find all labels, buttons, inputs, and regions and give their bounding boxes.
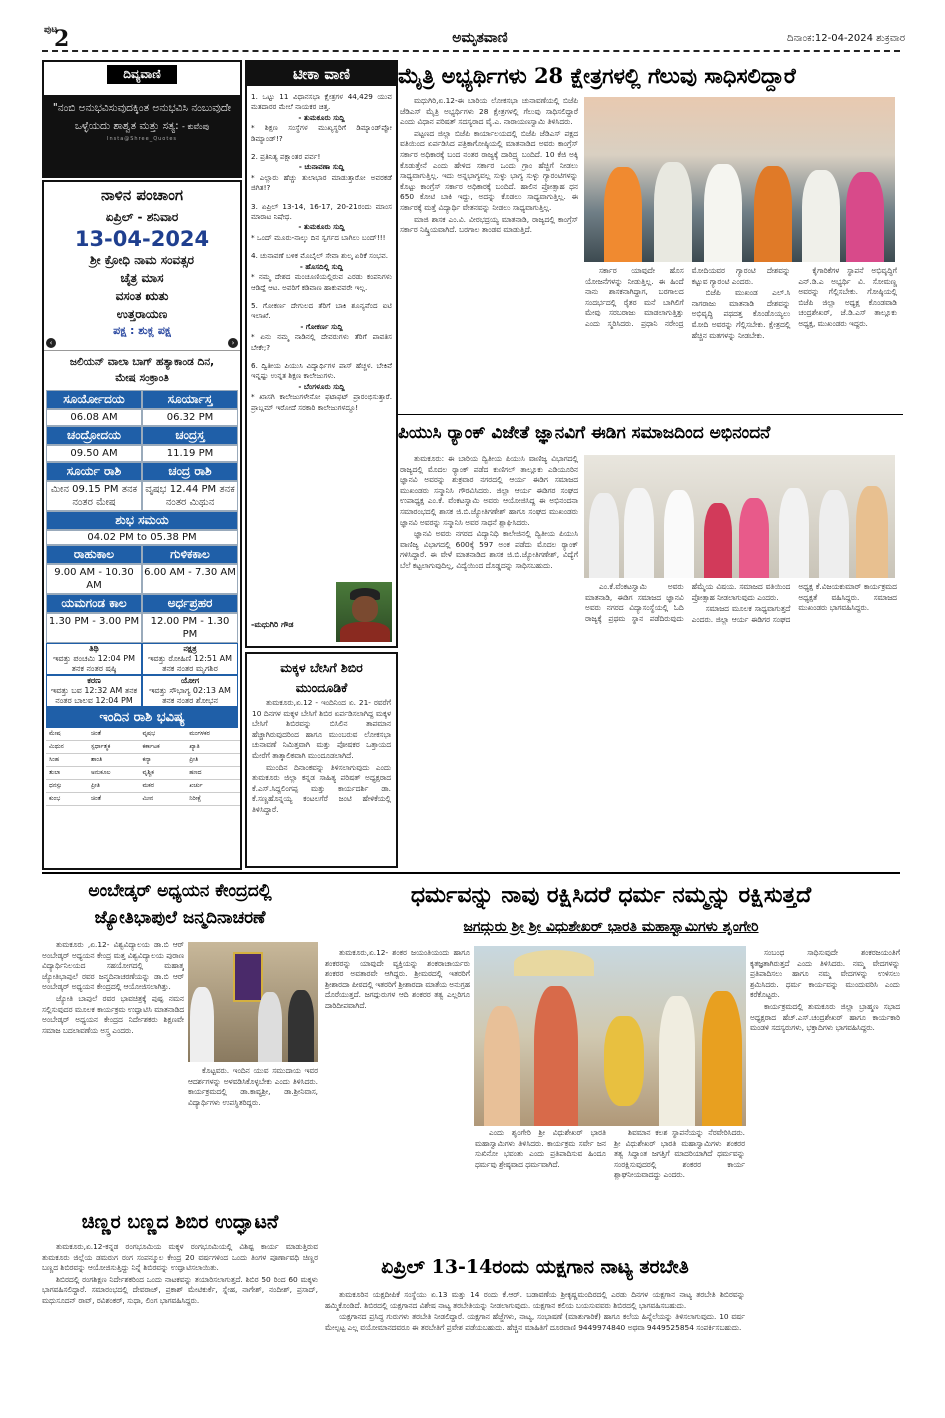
timings-grid [46, 390, 238, 643]
paksha: ಪಕ್ಷ : ಶುಕ್ಲ ಪಕ್ಷ [113, 324, 171, 337]
timing-value: 11.19 PM [142, 445, 238, 462]
rashi-table [46, 728, 240, 806]
special-day: ಜಲಿಯನ್ ವಾಲಾ ಬಾಗ್ ಹತ್ಯಾಕಾಂಡ ದಿನ, ಮೇಷ ಸಂಕ್ರಾಂತಿ [69, 356, 215, 384]
teeka-item: 1. ಒಟ್ಟು 11 ವಿಧಾನಸಭಾ ಕ್ಷೇತ್ರಗಳ 44,429 ಯುವ ಮತದಾರರ ಮೇಲೆ ನಾಯಕರ ಚಿತ್ತ. - ತುಮಕೂರು ಸುದ್ದಿ * ಶಿಕ್ಷಣ ಸಂಸ್ಥೆಗಳ ಮುಖ್ಯಸ್ಥರಿಗೆ ಡಿಮ್ಯಾಂಡ್‌ಪ್ಪೋ ಡಿಮ್ಯಾಂಡ್!? [251, 92, 392, 143]
article2-headline: ಪಿಯುಸಿ ರ್‍ಯಾಂಕ್ ವಿಜೇತೆ ಜ್ಞಾನವಿಗೆ ಈಡಿಗ ಸಮಾಜದಿಂದ ಅಭಿನಂದನೆ [398, 423, 771, 443]
divyavani-box [42, 60, 242, 178]
article5-right-column: ಸಂಬಂಧ ಸಾಧಿಸುವುದೇ ಶಂಕರಜಯಂತಿಗೆ ಕೃತಜ್ಞತಾಗಿರುತ್ತದೆ ಎಂದು ತಿಳಿಸಿದರು. ನಮ್ಮ ವೇದಗಳನ್ನು ಪ್ರತಿಪಾದಿಸಲು ಹಾಗೂ ನಮ್ಮ ವೇದಗಳನ್ನು ಉಳಿಸಲು ಶ್ರಮಿಸಿದರು. ಧರ್ಮ ಕಾರ್ಯವನ್ನು ಮುಂದುವರಿಸಿ ಎಂದು ಕರೆಕೊಟ್ಟರು. ಕಾರ್ಯಕ್ರಮದಲ್ಲಿ ತುಮಕೂರು ಜಿಲ್ಲಾ ಬ್ರಾಹ್ಮಣ ಸಭಾದ ಅಧ್ಯಕ್ಷರಾದ ಹೆಚ್.ಎಸ್.ಚಂದ್ರಶೇಖರ್ ಹಾಗೂ ಕಾರ್ಯಕಾರಿ ಮಂಡಳಿ ಸದಸ್ಯರುಗಳು, ಭಕ್ತಾದಿಗಳು ಭಾಗವಹಿಸಿದ್ದರು. [750, 948, 900, 1033]
article5-headline: ಧರ್ಮವನ್ನು ನಾವು ರಕ್ಷಿಸಿದರೆ ಧರ್ಮ ನಮ್ಮನ್ನು ರಕ್ಷಿಸುತ್ತದೆ [410, 882, 812, 908]
columnist-name: -ಮಧುಗಿರಿ ಗೌಡ [251, 620, 294, 629]
timing-value: 9.00 AM - 10.30 AM [46, 564, 142, 594]
rashi-cell: ಮೇಷ [46, 728, 88, 741]
panchanga-title: ನಾಳಿನ ಪಂಚಾಂಗ [101, 186, 183, 204]
rashi-cell: ಖ್ಯಾತಿ [186, 741, 240, 754]
timing-header-row [46, 390, 238, 409]
columnist-photo [336, 582, 392, 642]
article1-lead-column: ಮಧುಗಿರಿ,ಏ.12-ಈ ಬಾರಿಯ ಲೋಕಸಭಾ ಚುನಾವಣೆಯಲ್ಲಿ ಬಿಜೆಪಿ ಜೆಡಿಎಸ್ ಮೈತ್ರಿ ಅಭ್ಯರ್ಥಿಗಳು 28 ಕ್ಷೇತ್ರಗಳಲ್ಲಿ ಗೆಲುವು ಸಾಧಿಸಲಿದ್ದಾರೆ ಎಂದು ವಿಧಾನ ಪರಿಷತ್ ಸದಸ್ಯರಾದ ವೈ.ಎ. ನಾರಾಯಣಸ್ವಾಮಿ ತಿಳಿಸಿದರು. ಪಟ್ಟಣದ ಜಿಲ್ಲಾ ಬಿಜೆಪಿ ಕಾರ್ಯಾಲಯದಲ್ಲಿ ಬಿಜೆಪಿ ಜೆಡಿಎಸ್ ಪಕ್ಷದ ವತಿಯಿಂದ ಏರ್ಪಡಿಸಿದ ಪತ್ರಿಕಾಗೋಷ್ಠಿಯಲ್ಲಿ ಮಾತನಾಡಿದ ಅವರು ಕಾಂಗ್ರೆಸ್ ಸರ್ಕಾರ ಅಧಿಕಾರಕ್ಕೆ ಬಂದ ನಂತರ ರಾಜ್ಯಕ್ಕೆ ದಾರಿದ್ರ್ಯ ಬಂದಿದೆ. 10 ಕೆಜಿ ಅಕ್ಕಿ ಕೊಡುತ್ತೇನೆ ಎಂದು ಹೇಳಿದ ಸರ್ಕಾರ ಒಂದು ಗ್ರಾಂ ಹೆಚ್ಚಿಗೆ ನೀಡಲು ಸಾಧ್ಯವಾಗುತ್ತಿಲ್ಲ. ಇದು ಅನ್ನಭಾಗ್ಯವಲ್ಲ ಸುಳ್ಳು ಭಾಗ್ಯ ಸುಳ್ಳು ಗ್ಯಾರಂಟಿಗಳನ್ನು ಕೊಟ್ಟು ಕಾಂಗ್ರೆಸ್ ಸರ್ಕಾರ ಅಧಿಕಾರಕ್ಕೆ ಬಂದಿದೆ. ಹಾಲಿನ ಪ್ರೋತ್ಸಾಹ ಧನ 650 ಕೋಟಿ ಬಾಕಿ ಇದ್ದು, ಅದನ್ನು ಕೊಡಲು ಸಾಧ್ಯವಾಗುತ್ತಿಲ್ಲ. ಈ ಸರ್ಕಾರಕ್ಕೆ ಮತ್ತೆ ವಿದ್ಯಾರ್ಥಿ ವೇತನವನ್ನು ನೀಡಲು ಸಾಧ್ಯವಾಗುತ್ತಿಲ್ಲ. ಮಾಜಿ ಶಾಸಕ ಎಂ.ವಿ. ವೀರಭದ್ರಯ್ಯ ಮಾತನಾಡಿ, ರಾಜ್ಯದಲ್ಲಿ ಕಾಂಗ್ರೆಸ್ ಸರ್ಕಾರ ನಿಷ್ಕ್ರಿಯವಾಗಿದೆ. ಬರಗಾಲ ತಾಂಡವ ಮಾಡುತ್ತಿದೆ. [400, 96, 578, 235]
timing-value: 6.00 AM - 7.30 AM [142, 564, 238, 594]
rashi-cell: ಚಿಂತೆ [88, 793, 140, 806]
quote-panel [44, 95, 240, 176]
article4-body: ತುಮಕೂರು,ಏ.12-ಕನ್ನಡ ರಂಗಭೂಮಿಯ ಮಕ್ಕಳ ರಂಗಭೂಮಿಯಲ್ಲಿ ವಿಶಿಷ್ಟ ಕಾರ್ಯ ಮಾಡುತ್ತಿರುವ ತುಮಕೂರು ಜಿಲ್ಲೆಯ ಡಮರುಗ ರಂಗ ಸಂಪನ್ಮೂಲ ಕೇಂದ್ರ 20 ವರ್ಷಗಳಿಂದ ಒಂದು ತಿಂಗಳ ಪೂರ್ಣಾವಧಿ ಚಿಣ್ಣರ ಬಣ್ಣದ ಶಿಬಿರವನ್ನು ಆಯೋಜಿಸುತ್ತಿದ್ದು ನಿನ್ನೆ ಶಿಬಿರವನ್ನು ಉದ್ಘಾಟಿಸಲಾಯಿತು. ಶಿಬಿರದಲ್ಲಿ ರಂಗಶಿಕ್ಷಣ ನಿರ್ದೇಶಕರಿಂದ ಒಂದು ನಾಟಕವನ್ನು ತಯಾರಿಸಲಾಗುತ್ತದೆ. ಶಿಬಿರ 50 ರಿಂದ 60 ಮಕ್ಕಳು ಭಾಗವಹಿಸಲಿದ್ದಾರೆ. ಸಮಾರಂಭದಲ್ಲಿ ದೇವರಾಜ್, ಪ್ರಕಾಶ್ ಮೇಟಿಕುರ್ಕೆ, ಸ್ನೇಹ, ನಾಗೇಶ್, ನಂದೀಶ್, ಪ್ರಸಾದ್, ಮಧುಸೂದನ್ ರಾವ್, ರವಿಶಂಕರ್, ಸುಧಾ, ಲಿಂಗ ಭಾಗವಹಿಸಿದ್ದರು. [42, 1242, 318, 1305]
timing-label: ಚಂದ್ರಸ್ತ [142, 426, 238, 445]
page-number: ಪುಟ2 [44, 25, 70, 52]
article5-continued: ಎಂದು ಶೃಂಗೇರಿ ಶ್ರೀ ವಿಧುಶೇಖರ್ ಭಾರತಿ ಮಹಾಸ್ವಾಮಿಗಳು ತಿಳಿಸಿದರು. ಕಾರ್ಯಕ್ರಮ ಸರ್ವೇ ಜನ ಸುಖಿನೋ ಭವಂತು ಎಂದು ಪ್ರತಿಪಾದಿಸುವ ಹಿಂದೂ ಧರ್ಮವು ಶ್ರೇಷ್ಠವಾದ ಧರ್ಮವಾಗಿದೆ. ಶಿವಮಾನ ಕಲಶ ಸ್ಥಾಪನೆಯನ್ನು ನೆರವೇರಿಸಿದರು. ಶ್ರೀ ವಿಧುಶೇಖರ್ ಭಾರತಿ ಮಹಾಸ್ವಾಮಿಗಳು ಶಂಕರರ ತತ್ವ ಸಿದ್ಧಾಂತ ಜಗತ್ತಿಗೆ ಮಾದರಿಯಾಗಿದೆ ಧರ್ಮವನ್ನು ಸಂರಕ್ಷಿಸುವುದರಲ್ಲಿ ಶಂಕರರ ಕಾರ್ಯ ಶ್ಲಾಘನೀಯವಾದದ್ದು ಎಂದರು. [475, 1128, 745, 1180]
article3-body: ತುಮಕೂರು ,ಏ.12- ವಿಶ್ವವಿದ್ಯಾಲಯ ಡಾ.ಬಿ ಆರ್ ಅಂಬೇಡ್ಕರ್ ಅಧ್ಯಯನ ಕೇಂದ್ರ ಮತ್ತ ವಿಶ್ವವಿದ್ಯಾಲಯ ಪುರಾಣ ವಿದ್ಯಾರ್ಥಿನಿಲಯದ ಸಹಯೋಗದಲ್ಲಿ ಮಹಾತ್ಮ ಜ್ಯೋತಿಭಾಪುಲೆ ರವರ ಜನ್ಮದಿನಾಚರಣೆಯನ್ನು ಡಾ.ಬಿ ಆರ್ ಅಂಬೇಡ್ಕರ್ ಅಧ್ಯಯನ ಕೇಂದ್ರದಲ್ಲಿ ಆಯೋಜಿಸಲಾಗಿತ್ತು. ಜ್ಯೋತಿ ಬಾಪುಲೆ ರವರ ಭಾವಚಿತ್ರಕ್ಕೆ ಪುಷ್ಪ ನಮನ ಸಲ್ಲಿಸುವುದರ ಮೂಲಕ ಕಾರ್ಯಕ್ರಮ ಉದ್ಘಾಟಿಸಿ ಮಾತನಾಡಿದ ಅಂಬೇಡ್ಕರ್ ಅಧ್ಯಯನ ಕೇಂದ್ರದ ನಿರ್ದೇಶಕರು ಶಿಕ್ಷಣವೇ ಸಮಾಜ ಬದಲಾವಣೆಯ ಅಸ್ತ್ರ ಎಂದರು. [42, 940, 184, 1035]
timing-value: 06.32 PM [142, 409, 238, 426]
rashi-cell: ಸ್ಪರ್ಧಾತ್ಮಕ [88, 741, 140, 754]
article2-continued: ಎಂ.ಕೆ.ವೆಂಕಟಸ್ವಾಮಿ ಅವರು ಮಾತನಾಡಿ, ಈಡಿಗ ಸಮಾಜದ ಜ್ಞಾನವಿ ಅವರು ನಗರದ ವಿದ್ಯಾಸಂಸ್ಥೆಯಲ್ಲಿ ಓದಿ ರಾಜ್ಯಕ್ಕೆ ಪ್ರಥಮ ಸ್ಥಾನ ಪಡೆದಿರುವುದು ಹೆಮ್ಮೆಯ ವಿಷಯ. ಸಮಾಜದ ವತಿಯಿಂದ ಪ್ರೋತ್ಸಾಹ ನೀಡಲಾಗುವುದು ಎಂದರು. ಸಮಾಜದ ಮೂಲಕ ಸಾಧ್ಯವಾಗುತ್ತದೆ ಎಂದರು. ಜಿಲ್ಲಾ ಆರ್ಯ ಈಡಿಗರ ಸಂಘದ ಅಧ್ಯಕ್ಷ ಕೆ.ವಿಜಯಕುಮಾರ್ ಕಾರ್ಯಕ್ರಮದ ಅಧ್ಯಕ್ಷತೆ ವಹಿಸಿದ್ದರು. ಸಮಾಜದ ಮುಖಂಡರು ಭಾಗವಹಿಸಿದ್ದರು. [585, 582, 897, 624]
rashi-cell: ಚಿಂತೆ [88, 728, 140, 741]
timing-header-row [46, 462, 238, 481]
tithi-box: ತಿಥಿ ಇವತ್ತು ಪಂಚಮಿ 12:04 PM ತನಕ ನಂತರ ಷಷ್ಠಿ [47, 644, 141, 674]
timing-header-row [46, 426, 238, 445]
newspaper-name: ಅಮೃತವಾಣಿ [452, 30, 508, 46]
author-row [251, 582, 392, 642]
timing-value: 06.08 AM [46, 409, 142, 426]
timing-value-row [46, 481, 238, 511]
shubha-title: ಶುಭ ಸಮಯ [46, 511, 238, 530]
timing-label: ಚಂದ್ರ ರಾಶಿ [142, 462, 238, 481]
timing-value: 09.50 AM [46, 445, 142, 462]
rashi-cell: ವೃಶ್ಚಿಕ [139, 767, 186, 780]
rashi-cell: ಮಿಥುನ [46, 741, 88, 754]
article1-photo [584, 97, 895, 262]
rashi-cell: ಕುಂಭ [46, 793, 88, 806]
rashi-cell: ಮೀನ [139, 793, 186, 806]
rashi-cell: ಕರ್ಕಾಟಕ [139, 741, 186, 754]
article2-photo [584, 455, 895, 578]
rashi-cell: ಮಂಗಳಕರ [186, 728, 240, 741]
timing-value: ಮೀನ 09.15 PM ತನಕ ನಂತರ ಮೇಷ [46, 481, 142, 511]
timing-value-row [46, 409, 238, 426]
rashi-row [46, 728, 240, 741]
rashi-row [46, 741, 240, 754]
timing-label: ಚಂದ್ರೋದಯ [46, 426, 142, 445]
teeka-item: 5. ಗೋಕರ್ಣ ದೇಗುಲದ ತೆರಿಗೆ ಬಾಕಿ ಶೂನ್ಯವೆಂದ ಐಟಿ ಇಲಾಖೆ. - ಗೋಕರ್ಣ ಸುದ್ದಿ * ಏನು ನಮ್ಮ ನಾಡಿನಲ್ಲಿ ದೇವರುಗಳು ತೆರಿಗೆ ಪಾವತಿಸ ಬೇಕೇ;? [251, 300, 392, 352]
rashi-row [46, 793, 240, 806]
rashi-row [46, 767, 240, 780]
rashi-cell: ಪ್ರೀತಿ [88, 780, 140, 793]
rashi-cell: ಕನ್ಯಾ [139, 754, 186, 767]
article1-headline: ಮೈತ್ರಿ ಅಭ್ಯರ್ಥಿಗಳು 28 ಕ್ಷೇತ್ರಗಳಲ್ಲಿ ಗೆಲುವು ಸಾಧಿಸಲಿದ್ದಾರೆ [398, 63, 796, 88]
article3-continued: ಕೊಟ್ಟವರು. ಇಂದಿನ ಯುವ ಸಮುದಾಯ ಇವರ ಆದರ್ಶಗಳನ್ನು ಅಳವಡಿಸಿಕೊಳ್ಳಬೇಕು ಎಂದು ತಿಳಿಸಿದರು. ಕಾರ್ಯಕ್ರಮದಲ್ಲಿ ಡಾ.ಕಾವ್ಯಶ್ರೀ, ಡಾ.ಶ್ರೀನಿವಾಸ, ವಿದ್ಯಾರ್ಥಿಗಳು ಉಪಸ್ಥಿತರಿದ್ದರು. [188, 1066, 318, 1107]
makkala-headline: ಮಕ್ಕಳ ಬೇಸಿಗೆ ಶಿಬಿರ ಮುಂದೂಡಿಕೆ [280, 660, 363, 695]
timing-label: ಸೂರ್ಯೋದಯ [46, 390, 142, 409]
tithi-box: ಯೋಗ ಇವತ್ತು ಸೌಭಾಗ್ಯ 02:13 AM ತನಕ ನಂತರ ಶೋಭನ [143, 676, 237, 706]
rashi-cell: ಪ್ರೀತಿ [186, 754, 240, 767]
rashi-cell: ಮಕರ [139, 780, 186, 793]
makkala-shibira-box [245, 652, 398, 868]
rashi-cell: ಹಣದ [186, 767, 240, 780]
timing-label: ಯಮಗಂಡ ಕಾಲ [46, 594, 142, 613]
article5-photo [474, 946, 746, 1126]
section-divider [42, 872, 900, 874]
article5-subheadline: ಜಗದ್ಗುರು ಶ್ರೀ ಶ್ರೀ ವಿಧುಶೇಖರ್ ಭಾರತಿ ಮಹಾಸ್ವಾಮಿಗಳು ಶೃಂಗೇರಿ [463, 919, 759, 935]
teeka-item: 2. ಪ್ರತಿನಿತ್ಯ ಪಕ್ಷಾಂತರ ಪರ್ವ! - ಚುನಾವಣಾ ಸುದ್ದಿ * ಎಲ್ಲಾರು ಹೆಚ್ಚು ತುಲಾಭಾರ ಮಾಡುತ್ತಾರೋ ಅವರಕಡೆ ಜಿಗಿತ!? [251, 152, 392, 193]
article2-rule [398, 414, 903, 415]
timing-label: ರಾಹುಕಾಲ [46, 545, 142, 564]
article3-headline: ಅಂಬೇಡ್ಕರ್ ಅಧ್ಯಯನ ಕೇಂದ್ರದಲ್ಲಿ ಜ್ಯೋತಿಭಾಪುಲೆ ಜನ್ಮದಿನಾಚರಣೆ [88, 881, 272, 928]
teeka-vani-box [245, 60, 398, 648]
timing-label: ಸೂರ್ಯಾಸ್ತ [142, 390, 238, 409]
rashi-cell: ವೃಷಭ [139, 728, 186, 741]
panchanga-box [42, 180, 242, 870]
article2-lead-column: ತುಮಕೂರು: ಈ ಬಾರಿಯ ದ್ವಿತೀಯ ಪಿಯುಸಿ ವಾಣಿಜ್ಯ ವಿಭಾಗದಲ್ಲಿ ರಾಜ್ಯದಲ್ಲಿ ಮೊದಲ ರ್‍ಯಾಂಕ್ ಪಡೆದ ಕುಣಿಗಲ್ ತಾಲ್ಲೂಕು ಎಡಿಯೂರಿನ ಜ್ಞಾನವಿ ಅವರನ್ನು ಶುಕ್ರವಾರ ನಗರದಲ್ಲಿ ಆರ್ಯ ಈಡಿಗ ಸಮಾಜದ ಮುಖಂಡರು ಸನ್ಮಾನಿಸಿ ಗೌರವಿಸಿದರು. ಜಿಲ್ಲಾ ಆರ್ಯ ಈಡಿಗರ ಸಂಘದ ಉಪಾಧ್ಯಕ್ಷ ಎಂ.ಕೆ. ವೆಂಕಟಸ್ವಾಮಿ ಅವರು ಆಯೋಜಿಸಿದ್ದ ಈ ಅಭಿನಂದನಾ ಸಮಾರಂಭದಲ್ಲಿ ಶಾಸಕ ಜಿ.ಬಿ.ಜ್ಯೋತಿಗಣೇಶ್ ಹಾಗೂ ಸಂಘದ ಮುಖಂಡರು ಜ್ಞಾನವಿ ಅವರನ್ನು ಸನ್ಮಾನಿಸಿ ಅವರ ಸಾಧನೆ ಶ್ಲಾಘಿಸಿದರು. ಜ್ಞಾನವಿ ಅವರು ನಗರದ ವಿದ್ಯಾನಿಧಿ ಕಾಲೇಜಿನಲ್ಲಿ ದ್ವಿತೀಯ ಪಿಯುಸಿ ವಾಣಿಜ್ಯ ವಿಭಾಗದಲ್ಲಿ 600ಕ್ಕೆ 597 ಅಂಕ ಪಡೆದು ಮೊದಲ ರ್‍ಯಾಂಕ್ ಗಳಿಸಿದ್ದಾರೆ. ಈ ವೇಳೆ ಮಾತನಾಡಿದ ಶಾಸಕ ಜಿ.ಬಿ.ಜ್ಯೋತಿಗಣೇಶ್, ವಿದ್ಯೆಗೆ ಬೆಲೆ ಕಟ್ಟಲಾಗುವುದಿಲ್ಲ, ವಿದ್ಯೆಯಿಂದ ದೊಡ್ಡದನ್ನು ಸಾಧಿಸಬಹುದು. [400, 454, 578, 570]
masa: ಚೈತ್ರ ಮಾಸ [120, 271, 164, 285]
timing-value-row [46, 564, 238, 594]
timing-label: ಸೂರ್ಯ ರಾಶಿ [46, 462, 142, 481]
rashi-cell: ಧನಸ್ಸು [46, 780, 88, 793]
rashi-cell: ಶಾಂತಿ [88, 754, 140, 767]
rashi-cell: ಅನುಕೂಲ [88, 767, 140, 780]
timing-value-row [46, 613, 238, 643]
teeka-title: ಟೀಕಾ ವಾಣಿ [247, 62, 396, 86]
panchanga-date: 13-04-2024 [74, 227, 210, 251]
article6-headline: ಏಪ್ರಿಲ್ 13-14ರಂದು ಯಕ್ಷಗಾನ ನಾಟ್ಯ ತರಬೇತಿ [381, 1256, 689, 1278]
timing-value-row [46, 445, 238, 462]
teeka-item: 4. ಚುನಾವಣೆ ಬಳಿಕ ಮೊಬೈಲ್ ಸೇವಾ ಶುಲ್ಕ ಏರಿಕೆ ಸಂಭವ. - ಹೊಸದಿಲ್ಲಿ ಸುದ್ದಿ * ನಮ್ಮ ದೇಶದ ಮಂಚೂಣಿಯಲ್ಲಿರುವ ಎರಡು ಕಂಪನಿಗಳು ಆಡಿದ್ದೆ ಆಟ. ಅವರಿಗೆ ಕಡಿವಾಣ ಹಾಕುವವರೇ ಇಲ್ಲ. [251, 251, 392, 292]
rashi-cell: ಸಿಂಹ [46, 754, 88, 767]
next-arrow-icon[interactable]: › [228, 338, 238, 348]
teeka-item: 6. ದ್ವಿತೀಯ ಪಿಯುಸಿ ವಿದ್ಯಾರ್ಥಿಗಳ ಪಾಸ್ ಹೆಚ್ಚಳ. ಬೇಕಿವೆ ಇನ್ನಷ್ಟು ಉನ್ನತ ಶಿಕ್ಷಣ ಕಾಲೇಜುಗಳು. - ಬೆಂಗಳೂರು ಸುದ್ದಿ * ಖಾಸಗಿ ಕಾಲೇಜುಗಳೇನೋ ಫಟಾಫಟ್ ಪ್ರಾರಂಭಿಸುತ್ತಾರೆ. ಪ್ರಾಬ್ಲಮ್ ಇರೋದೆ ಸರಕಾರಿ ಕಾಲೇಜುಗಳದ್ದೂ! [251, 360, 392, 412]
timing-label: ಗುಳಿಕಕಾಲ [142, 545, 238, 564]
rashi-cell: ಖರ್ಚು [186, 780, 240, 793]
quote-author: - ಕುವೆಂಪು [182, 122, 210, 131]
divyavani-title: ದಿವ್ಯವಾಣಿ [107, 65, 177, 84]
shubha-value: 04.02 PM to 05.38 PM [46, 530, 238, 545]
teeka-item: 3. ಏಪ್ರಿಲ್ 13-14, 16-17, 20-21ರಂದು ಮಾಂಸ ಮಾರಾಟ ನಿಷೇಧ. - ತುಮಕೂರು ಸುದ್ದಿ * ಒಂದ್ ಮೂರು-ನಾಲ್ಕು ದಿನ ಸ್ವರ್ಗದ ಬಾಗಿಲು ಬಂದ್!!! [251, 201, 392, 242]
article1-continued: ಸರ್ಕಾರ ಯಾವುದೇ ಹೊಸ ಯೋಜನೆಗಳನ್ನು ನೀಡುತ್ತಿಲ್ಲ. ಈ ಹಿಂದೆ ನಾನು ಶಾಸಕನಾಗಿದ್ದಾಗ, ಬರಗಾಲದ ಸಂದರ್ಭದಲ್ಲಿ ರೈತರ ಮನೆ ಬಾಗಿಲಿಗೆ ಮೇವು ಸರಬರಾಜು ಮಾಡಲಾಗುತ್ತಿತ್ತು ಎಂದು ಸ್ಮರಿಸಿದರು. ಪ್ರಧಾನಿ ನರೇಂದ್ರ ಮೋದಿಯವರ ಗ್ಯಾರಂಟಿ ದೇಶವನ್ನು ಕಟ್ಟುವ ಗ್ಯಾರಂಟಿ ಎಂದರು. ಬಿಜೆಪಿ ಮುಖಂಡ ಎಲ್.ಸಿ ನಾಗರಾಜು ಮಾತನಾಡಿ ದೇಶವನ್ನು ಅಭಿವೃದ್ಧಿ ಪಥದತ್ತ ಕೊಂಡೊಯ್ಯಲು ಮೋದಿ ಅವರನ್ನು ಗೆಲ್ಲಿಸಬೇಕು. ಕ್ಷೇತ್ರದಲ್ಲಿ ಹೆಚ್ಚಿನ ಮತಗಳನ್ನು ನೀಡಬೇಕು. ಕೈಗಾರಿಕೆಗಳ ಸ್ಥಾಪನೆ ಅಭಿವೃದ್ಧಿಗೆ ಎನ್.ಡಿ.ಎ ಅಭ್ಯರ್ಥಿ ವಿ. ಸೋಮಣ್ಣ ಅವರನ್ನು ಗೆಲ್ಲಿಸಬೇಕು. ಗೋಷ್ಠಿಯಲ್ಲಿ ಬಿಜೆಪಿ ಜಿಲ್ಲಾ ಅಧ್ಯಕ್ಷ ಕೊಂಡವಾಡಿ ಚಂದ್ರಶೇಖರ್, ಜೆ.ಡಿ.ಎಸ್ ತಾಲ್ಲೂಕು ಅಧ್ಯಕ್ಷ, ಮುಖಂಡರು ಇದ್ದರು. [585, 266, 897, 340]
rutu: ವಸಂತ ಋತು [115, 289, 169, 303]
ayana: ಉತ್ತರಾಯಣ [116, 307, 168, 321]
timing-header-row [46, 594, 238, 613]
quote-credit: Insta@Shree_Quotes [106, 136, 178, 142]
header-divider [42, 50, 900, 52]
rashi-cell: ನಿರೀಕ್ಷೆ [186, 793, 240, 806]
article5-body: ತುಮಕೂರು,ಏ.12- ಶಂಕರ ಜಯಂತಿಯಂದು ಹಾಗೂ ಶಂಕರರನ್ನು ಯಾವುದೇ ವ್ಯಕ್ತಿಯನ್ನು ಶಂಕರಾಚಾರ್ಯರು ಶಂಕರರ ಅವತಾರವೇ ಆಗಿದ್ದರು. ಶ್ರೀಮಠದಲ್ಲಿ ಇತರರಿಗೆ ಶ್ರೀಶಾರದಾ ಪೀಠದಲ್ಲಿ ಇತರರಿಗೆ ಶ್ರೀಶಾರದಾ ಮಾತೆಯ ಅನುಗ್ರಹ ದೊರೆಯುತ್ತದೆ. ಜಗದ್ಗುರುಗಳ ಆದಿ ಶಂಕರರ ತತ್ವ ಎಲ್ಲರಿಗೂ ದಾರಿದೀಪವಾಗಿದೆ. [325, 948, 470, 1010]
tithi-box: ಕರಣ ಇವತ್ತು ಬವ 12:32 AM ತನಕ ನಂತರ ಬಾಲವ 12:04 PM [47, 676, 141, 706]
rashi-row [46, 780, 240, 793]
article6-body: ತುಮಕೂರಿನ ಯಕ್ಷದೀಪಿಕೆ ಸಂಸ್ಥೆಯು ಏ.13 ಮತ್ತು 14 ರಂದು ಕೆ.ಆರ್. ಬಡಾವಣೆಯ ಶ್ರೀಕೃಷ್ಣಮಂದಿರದಲ್ಲಿ ಎರಡು ದಿನಗಳ ಯಕ್ಷಗಾನ ನಾಟ್ಯ ತರಬೇತಿ ಶಿಬಿರವನ್ನು ಹಮ್ಮಿಕೊಂಡಿದೆ. ಶಿಬಿರದಲ್ಲಿ ಯಕ್ಷಗಾನದ ವಿಶೇಷ ನಾಟ್ಯ ತರಬೇತಿಯನ್ನು ನೀಡಲಾಗುವುದು. ಯಕ್ಷಗಾನ ಕಲಿಯ ಬಯಸುವವರು ಶಿಬಿರದಲ್ಲಿ ಭಾಗವಹಿಸಬಹುದು. ಯಕ್ಷಗಾನದ ಪ್ರಸಿದ್ಧ ಗುರುಗಳು ತರಬೇತಿ ನೀಡಲಿದ್ದಾರೆ. ಯಕ್ಷಗಾನ ಹೆಜ್ಜೆಗಳು, ನಾಟ್ಯ, ಸಂಭಾಷಣೆ (ಮಾತುಗಾರಿಕೆ) ಹಾಗೂ ಕಲೆಯ ಹಿನ್ನೆಲೆಯನ್ನು ತಿಳಿಸಲಾಗುವುದು. 10 ವರ್ಷ ಮೇಲ್ಪಟ್ಟ ಎಲ್ಲ ವಯೋಮಾನದವರೂ ಈ ತರಬೇತಿಗೆ ಪ್ರವೇಶ ಪಡೆಯಬಹುದು. ಹೆಚ್ಚಿನ ಮಾಹಿತಿಗೆ ದೂರವಾಣಿ 9449974840 ಅಥವಾ 9449525854 ಸಂಪರ್ಕಿಸಬಹುದು. [325, 1290, 745, 1332]
samvatsara: ಶ್ರೀ ಕ್ರೋಧಿ ನಾಮ ಸಂವತ್ಸರ [90, 253, 194, 267]
timing-value: 1.30 PM - 3.00 PM [46, 613, 142, 643]
rashi-cell: ತುಲಾ [46, 767, 88, 780]
tithi-grid [46, 643, 238, 707]
article4-headline: ಚಿಣ್ಣರ ಬಣ್ಣದ ಶಿಬಿರ ಉದ್ಘಾಟನೆ [81, 1211, 279, 1233]
quote-text: "ನಂಬಿ ಅನುಭವಿಸುವುದಕ್ಕಿಂತ ಅನುಭವಿಸಿ ನಂಬುವುದೇ ಒಳ್ಳೆಯದು ಶಾಶ್ವತ ಮತ್ತು ಸತ್ಯ: [52, 102, 232, 132]
article3-photo [188, 942, 318, 1062]
timing-value: 12.00 PM - 1.30 PM [142, 613, 238, 643]
timing-label: ಅರ್ಧಪ್ರಹರ [142, 594, 238, 613]
panchanga-day: ಏಪ್ರಿಲ್ - ಶನಿವಾರ [105, 210, 179, 224]
prev-arrow-icon[interactable]: ‹ [46, 338, 56, 348]
rashi-title: ಇಂದಿನ ರಾಶಿ ಭವಿಷ್ಯ [46, 707, 238, 728]
timing-header-row [46, 545, 238, 564]
issue-date: ದಿನಾಂಕ:12-04-2024 ಶುಕ್ರವಾರ [787, 33, 905, 44]
carousel-nav [44, 338, 240, 351]
tithi-box: ನಕ್ಷತ್ರ ಇವತ್ತು ರೋಹಿಣಿ 12:51 AM ತನಕ ನಂತರ ಮೃಗಶಿರ [143, 644, 237, 674]
timing-value: ವೃಷಭ 12.44 PM ತನಕ ನಂತರ ಮಿಥುನ [142, 481, 238, 511]
makkala-body: ತುಮಕೂರು,ಏ.12 - ಇಂದಿನಿಂದ ಏ. 21- ರವರೆಗೆ 10 ದಿನಗಳ ಮಕ್ಕಳ ಬೇಸಿಗೆ ಶಿಬಿರ ಏರ್ಪಡಿಸಲಾಗಿದ್ದ ಮಕ್ಕಳ ಬೇಸಿಗೆ ಶಿಬಿರವನ್ನು ಬಿಸಿಲಿನ ತಾಪಮಾನ ಹೆಚ್ಚಾಗಿರುವುದರಿಂದ ಹಾಗೂ ಮುಂಬರುವ ಲೋಕಸಭಾ ಚುನಾವಣೆ ನಿಮಿತ್ತವಾಗಿ ಮತ್ತು ಪೋಷಕರ ಒತ್ತಾಯದ ಮೇರೆಗೆ ತಾತ್ಕಾಲಿಕವಾಗಿ ಮುಂದೂಡಲಾಗಿದೆ. ಮುಂದಿನ ದಿನಾಂಕವನ್ನು ತಿಳಿಸಲಾಗುವುದು ಎಂದು ತುಮಕೂರು ಜಿಲ್ಲಾ ಕನ್ನಡ ಸಾಹಿತ್ಯ ಪರಿಷತ್ ಅಧ್ಯಕ್ಷರಾದ ಕೆ.ಎಸ್.ಸಿದ್ದಲಿಂಗಪ್ಪ ಮತ್ತು ಕಾರ್ಯದರ್ಶಿ ಡಾ. ಕೆ.ಸಣ್ಣಹೊನ್ನಯ್ಯ ಕಂಟಲಗೆರೆ ಜಂಟಿ ಹೇಳಿಕೆಯಲ್ಲಿ ತಿಳಿಸಿದ್ದಾರೆ. [252, 698, 391, 814]
rashi-row [46, 754, 240, 767]
